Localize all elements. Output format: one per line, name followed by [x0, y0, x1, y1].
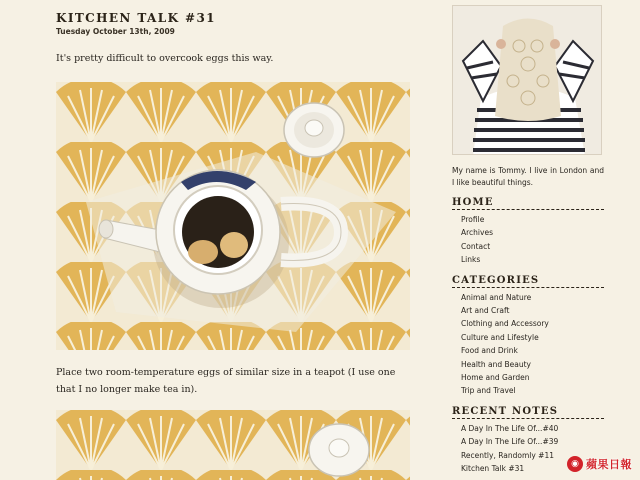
category-link[interactable]: Culture and Lifestyle [461, 332, 539, 342]
watermark-text: 蘋果日報 [586, 458, 632, 471]
teapot-photo [56, 82, 410, 350]
home-link-contact[interactable]: Contact [461, 241, 491, 251]
post-intro: It's pretty difficult to overcook eggs this way. [56, 53, 274, 64]
blog-post [56, 10, 416, 480]
categories-heading: CATEGORIES [452, 275, 604, 288]
profile-photo [453, 6, 602, 155]
home-link-profile[interactable]: Profile [461, 215, 485, 224]
category-link[interactable]: Trip and Travel [461, 386, 516, 396]
avatar[interactable] [452, 5, 602, 155]
category-link[interactable]: Animal and Nature [461, 292, 532, 302]
home-list [452, 213, 604, 267]
home-link-links[interactable]: Links [461, 255, 481, 265]
newspaper-watermark [567, 455, 632, 473]
post-title[interactable]: KITCHEN TALK #31 [56, 11, 216, 25]
categories-list [452, 291, 604, 398]
home-heading: HOME [452, 197, 604, 210]
teapot-photo-2 [56, 410, 410, 480]
recent-note-link[interactable]: Recently, Randomly #11 [461, 450, 554, 460]
recent-note-link[interactable]: Kitchen Talk #31 [461, 464, 525, 474]
recent-notes-heading: RECENT NOTES [452, 406, 604, 419]
bio-text: My name is Tommy. I live in London and I like beautiful things. [452, 166, 604, 187]
apple-daily-icon: ◉ [567, 456, 583, 472]
teapot-illustration [56, 82, 410, 350]
category-link[interactable]: Art and Craft [461, 306, 510, 316]
teapot-illustration-2 [56, 410, 410, 480]
category-link[interactable]: Clothing and Accessory [461, 319, 549, 329]
category-link[interactable]: Home and Garden [461, 373, 530, 383]
sidebar [452, 5, 604, 476]
recent-note-link[interactable]: A Day In The Life Of...#39 [461, 437, 559, 447]
category-link[interactable]: Health and Beauty [461, 359, 531, 369]
category-link[interactable]: Food and Drink [461, 346, 518, 356]
home-link-archives[interactable]: Archives [461, 228, 493, 238]
post-step-1: Place two room-temperature eggs of similar size in a teapot (I use one that I no longer make tea in). [56, 367, 396, 395]
recent-note-link[interactable]: A Day In The Life Of...#40 [461, 423, 559, 433]
post-date: Tuesday October 13th, 2009 [56, 27, 175, 36]
